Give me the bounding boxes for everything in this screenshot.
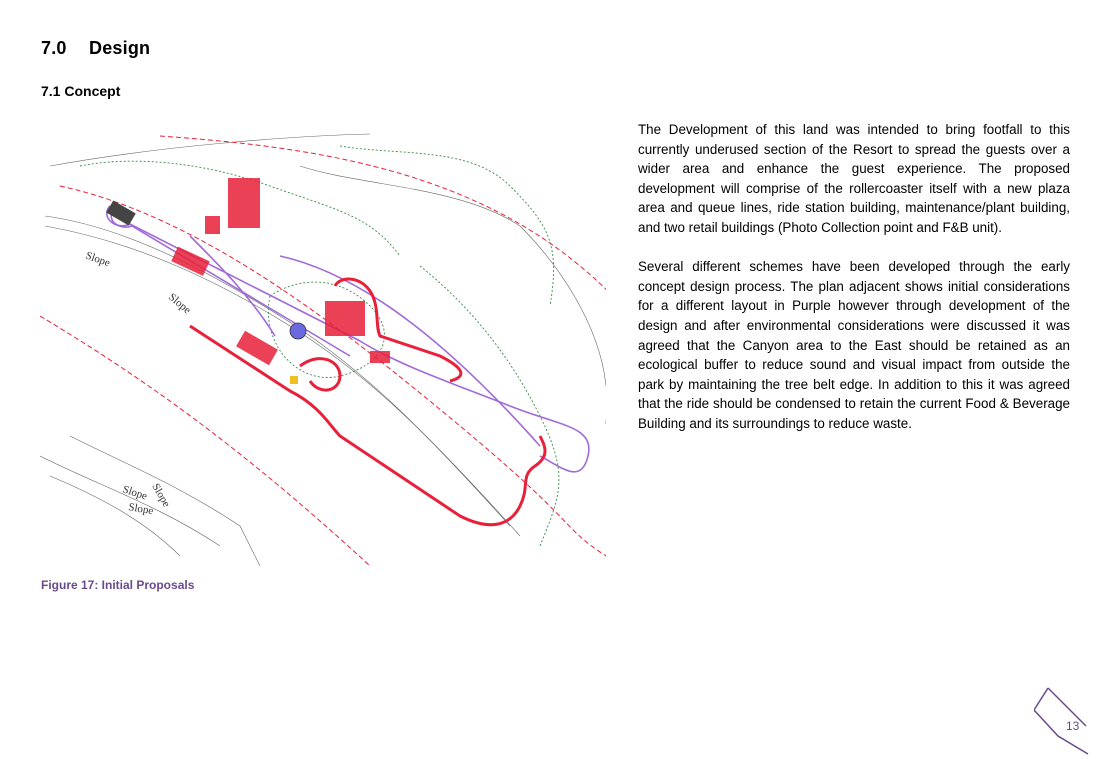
section-heading: [41, 38, 150, 59]
section-number: 7.0: [41, 38, 67, 58]
slope-label: Slope: [166, 291, 193, 317]
slope-label: Slope: [83, 249, 112, 270]
paragraph: Several different schemes have been developed through the early concept design process. The plan adjacent shows initial considerations for a different layout in Purple however through development of the design and after environmental considerations were discussed it was agreed that the Canyon area to the East should be retained as an ecological buffer to reduce sound and visual impact from outside the park by maintaining the tree belt edge. In addition to this it was agreed that the ride should be condensed to retain the current Food & Beverage Building and its surroundings to reduce waste.: [638, 259, 1070, 431]
slope-label: Slope: [149, 481, 173, 510]
body-text: [638, 120, 1070, 453]
site-plan-drawing: [40, 126, 606, 566]
slope-label: Slope: [121, 483, 149, 503]
page-number-badge: [1034, 686, 1090, 756]
subsection-heading: 7.1 Concept: [41, 83, 121, 99]
slope-label: Slope: [127, 501, 155, 518]
section-title: Design: [89, 38, 151, 58]
page-number: 13: [1066, 719, 1080, 733]
paragraph: The Development of this land was intended to bring footfall to this currently underused section of the Resort to spread the guests over a wider area and enhance the guest experience. The proposed development will comprise of the rollercoaster itself with a new plaza area and queue lines, ride station building, maintenance/plant building, and two retail buildings (Photo Collection point and F&B unit).: [638, 122, 1070, 235]
figure-caption: Figure 17: Initial Proposals: [41, 578, 195, 592]
